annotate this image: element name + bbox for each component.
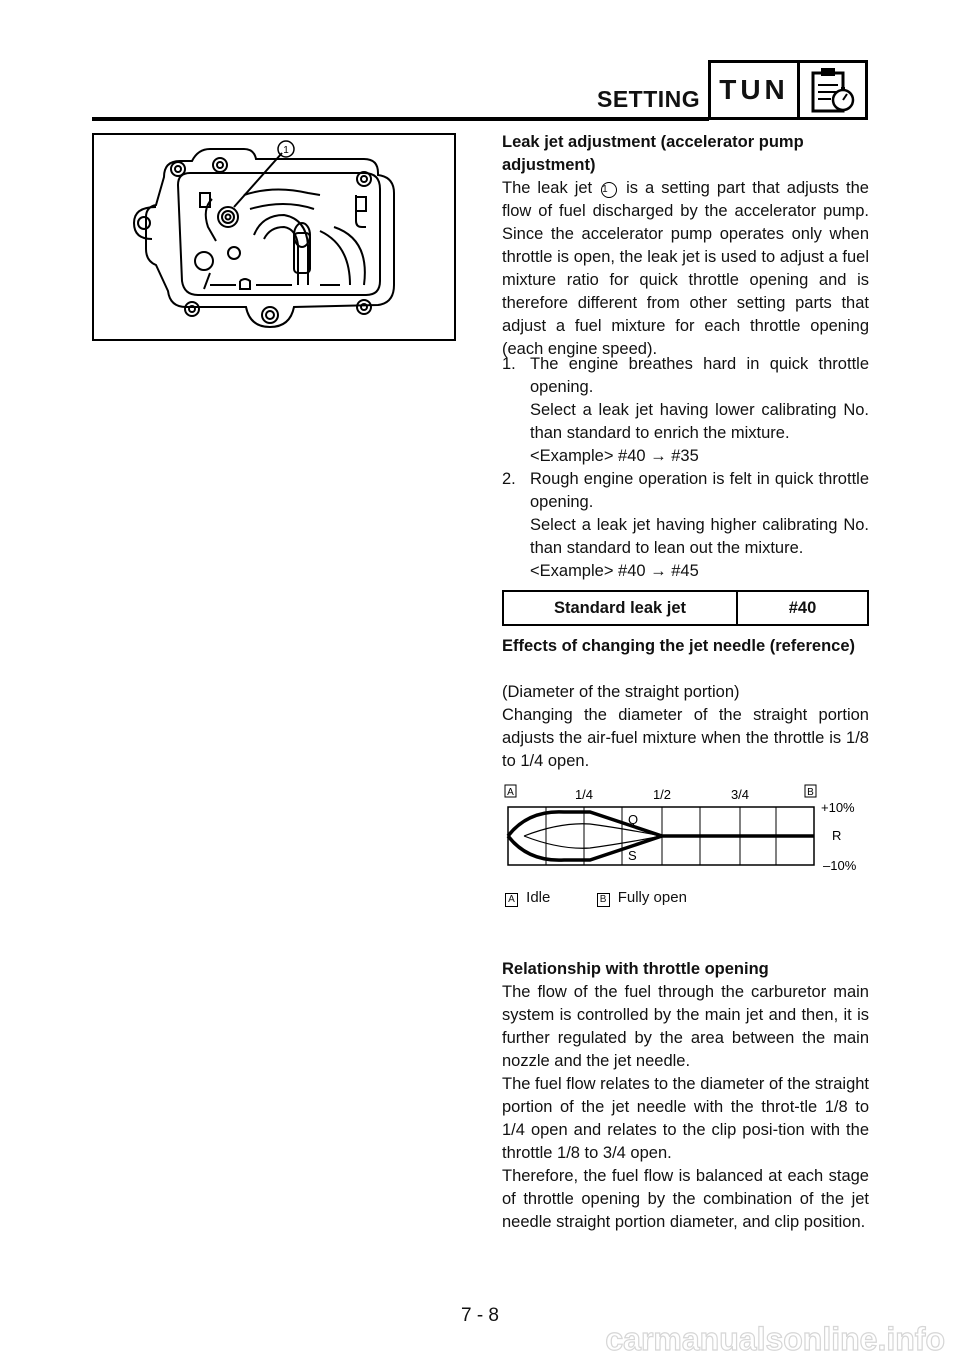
spec-value: #40	[788, 598, 817, 617]
leak-jet-intro-after: is a setting part that adjusts the flow of fuel discharged by the accelerator pump. Since the accelerator pump operates only when throttle is open, the leak jet is used to adjust a fuel mixture ratio for quick throttle opening and is therefore different from other setting parts that adjust a fuel mixture for each throttle opening (each engine speed).	[502, 179, 869, 358]
watermark	[0, 1320, 960, 1358]
list-item-condition: Rough engine operation is felt in quick throttle opening.	[530, 470, 869, 511]
leak-jet-heading: Leak jet adjustment (accelerator pump adjustment)	[502, 133, 804, 174]
callout-1-marker: 1	[601, 182, 617, 198]
watermark-text: carmanualsonline.info	[605, 1321, 945, 1357]
corner-label-b: B	[807, 787, 814, 798]
section-title: SETTING	[597, 86, 701, 112]
chapter-badge	[708, 60, 868, 120]
curve-label-q: Q	[628, 812, 639, 827]
illustration-callout-1: 1	[283, 145, 289, 156]
corner-label-a: A	[507, 787, 514, 798]
legend-key-b: B	[597, 893, 610, 907]
list-item-number: 2.	[502, 470, 516, 488]
jet-needle-text: Changing the diameter of the straight portion adjusts the air-fuel mixture when the throttle is 1/8 to 1/4 open.	[502, 706, 869, 770]
spec-table	[502, 590, 869, 626]
right-label: R	[832, 828, 842, 843]
legend-key-a: A	[505, 893, 518, 907]
jet-needle-subheading: (Diameter of the straight portion)	[502, 683, 740, 701]
page-number: 7 - 8	[460, 1305, 500, 1326]
list-item-number: 1.	[502, 355, 516, 373]
float-bowl-illustration	[92, 133, 456, 341]
throttle-paragraph: The fuel flow relates to the diameter of the straight portion of the jet needle with the throt-tle 1/8 to 1/4 open and relates to the clip posi-tion with the throttle 1/8 to 3/4 open.	[502, 1075, 869, 1162]
diagram-legend	[505, 889, 687, 907]
list-item	[502, 468, 869, 583]
jet-needle-heading: Effects of changing the jet needle (reference)	[502, 637, 855, 655]
list-item-action: Select a leak jet having higher calibrating No. than standard to lean out the mixture.	[530, 516, 869, 557]
list-item-example: <Example> #40 → #45	[530, 562, 699, 580]
spec-label: Standard leak jet	[504, 592, 738, 624]
throttle-heading: Relationship with throttle opening	[502, 960, 769, 978]
list-item-condition: The engine breathes hard in quick throttle opening.	[530, 355, 869, 396]
clipboard-stopwatch-icon	[800, 63, 865, 117]
legend-text-fully-open: Fully open	[617, 889, 687, 906]
chapter-code: TUN	[711, 63, 800, 117]
tick-label: 3/4	[730, 787, 750, 802]
jet-needle-diagram	[500, 782, 872, 882]
tick-label: 1/2	[652, 787, 672, 802]
curve-label-s: S	[628, 848, 637, 863]
list-item-example: <Example> #40 → #35	[530, 447, 699, 465]
right-label: –10%	[823, 858, 857, 873]
tick-label: 1/4	[574, 787, 594, 802]
right-label: +10%	[821, 800, 855, 815]
throttle-paragraph: Therefore, the fuel flow is balanced at each stage of throttle opening by the combination of the jet needle straight portion diameter, and clip position.	[502, 1167, 869, 1231]
list-item	[502, 353, 869, 468]
upper-curve	[508, 812, 814, 836]
throttle-paragraph: The flow of the fuel through the carburetor main system is controlled by the main jet and then, it is further regulated by the area between the main nozzle and the jet needle.	[502, 983, 869, 1070]
leak-jet-intro-before: The leak jet	[502, 179, 593, 197]
header-rule	[92, 117, 709, 121]
list-item-action: Select a leak jet having lower calibrating No. than standard to enrich the mixture.	[530, 401, 869, 442]
legend-text-idle: Idle	[526, 889, 551, 906]
leak-jet-intro	[502, 177, 869, 361]
